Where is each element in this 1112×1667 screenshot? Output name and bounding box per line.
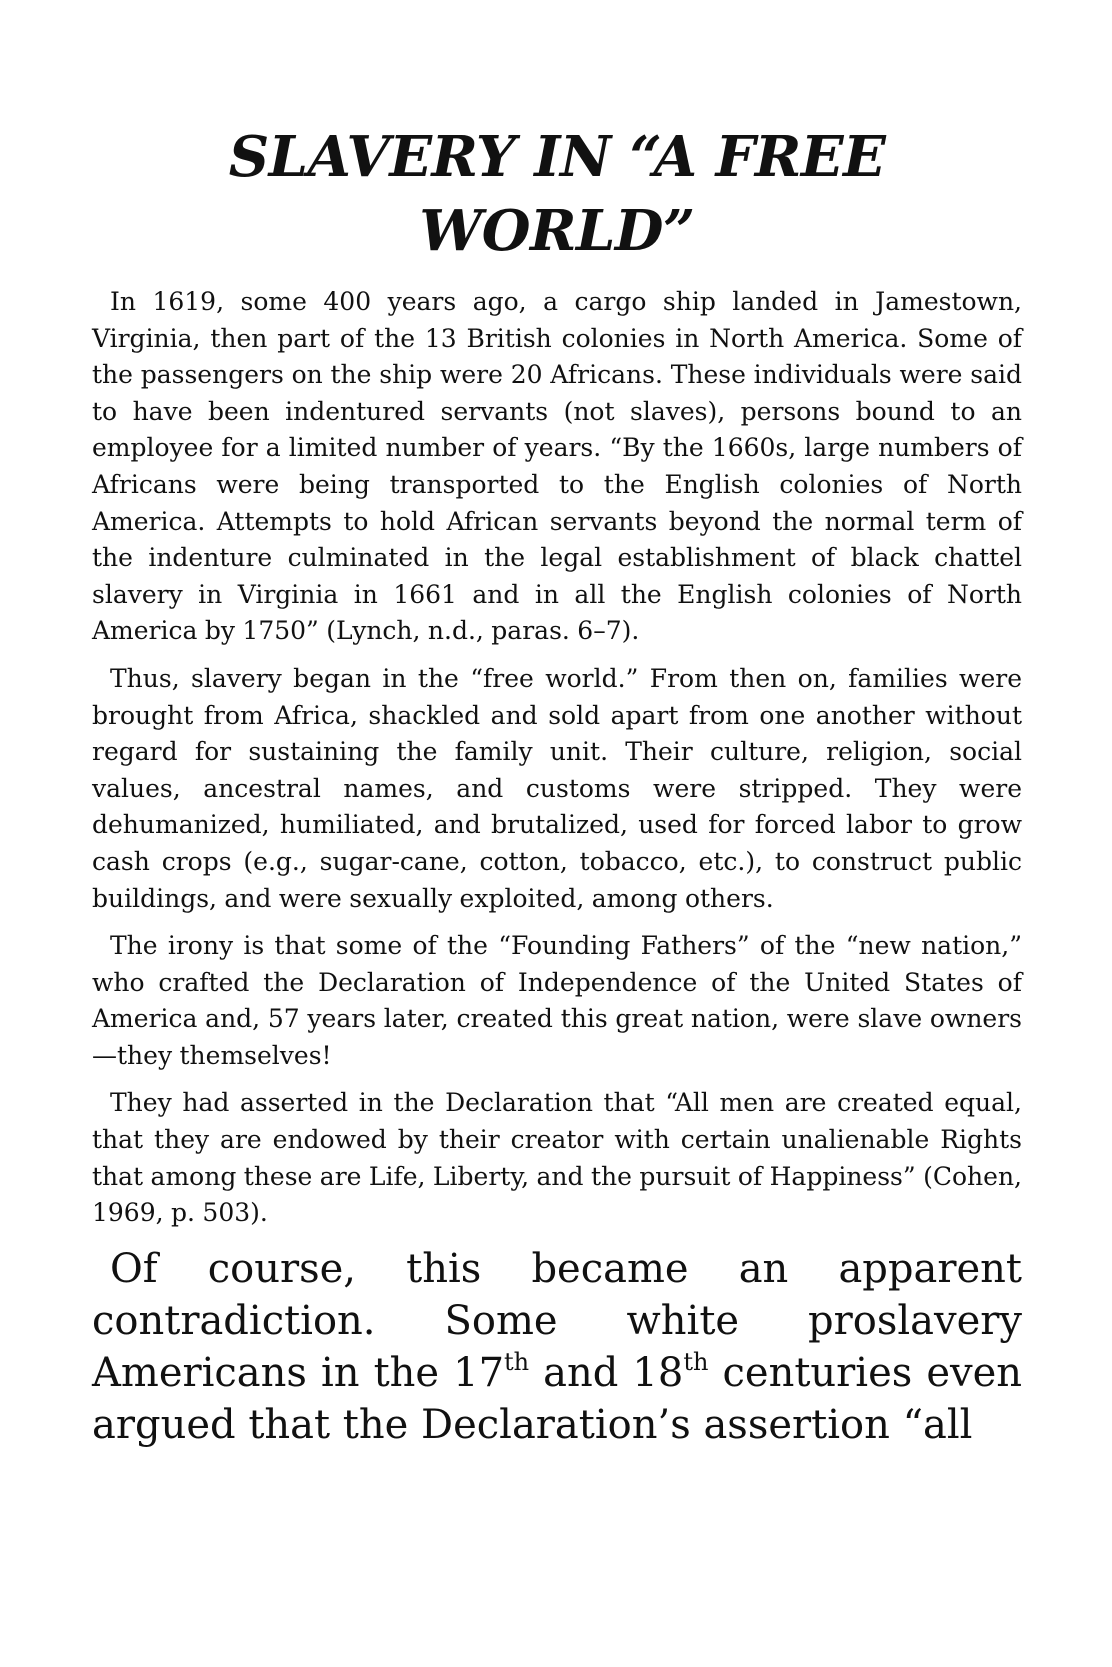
page-content: [92, 120, 1022, 1451]
chapter-title: SLAVERY IN “A FREE WORLD”: [228, 124, 886, 264]
superscript-th-2: th: [683, 1347, 709, 1376]
paragraph-5-text-b: and 18: [529, 1349, 684, 1396]
paragraph-5-text-a: Of course, this became an apparent contradiction. Some white proslavery Americans in the 17: [92, 1245, 1022, 1396]
paragraph-2: Thus, slavery began in the “free world.” From then on, families were brought from Africa, shackled and sold apart from one another without regard for sustaining the family unit. Their culture, religion, social values, ancestral names, and customs were stripped. They were dehumanized, humiliated, and brutalized, used for forced labor to grow cash crops (e.g., sugar-cane, cotton, tobacco, etc.), to construct public buildings, and were sexually exploited, among others.: [92, 663, 1022, 913]
paragraph-5-text-c: centuries even argued that the Declaration’s assertion “all: [92, 1349, 1023, 1448]
superscript-th-1: th: [504, 1347, 530, 1376]
paragraph-4: They had asserted in the Declaration that “All men are created equal, that they are endowed by their creator with certain unalienable Rights that among these are Life, Liberty, and the pursuit of Happiness” (Cohen, 1969, p. 503).: [92, 1088, 1022, 1228]
paragraph-1: In 1619, some 400 years ago, a cargo ship landed in Jamestown, Virginia, then part of the 13 British colonies in North America. Some of the passengers on the ship were 20 Africans. These individuals were said to have been indentured servants (not slaves), persons bound to an employee for a limited number of years. “By the 1660s, large numbers of Africans were being transported to the English colonies of North America. Attempts to hold African servants beyond the normal term of the indenture culminated in the legal establishment of black chattel slavery in Virginia in 1661 and in all the English colonies of North America by 1750” (Lynch, n.d., paras. 6–7).: [92, 287, 1022, 646]
paragraph-3: The irony is that some of the “Founding Fathers” of the “new nation,” who crafted the Declaration of Independence of the United States of America and, 57 years later, created this great nation, were slave owners—they themselves!: [92, 931, 1022, 1070]
paragraph-5-large: [92, 1243, 1022, 1451]
